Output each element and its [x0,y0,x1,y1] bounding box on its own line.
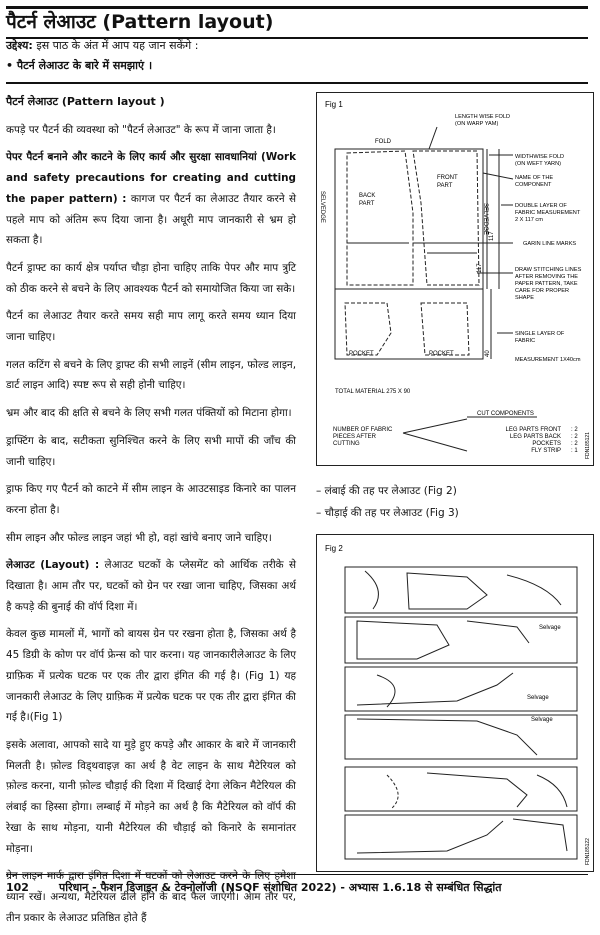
total-material: TOTAL MATERIAL 275 X 90 [335,389,411,395]
layout-types-list [316,480,586,524]
draw-lines-label: AFTER REMOVING THE [515,274,578,280]
draw-lines-label: DRAW STITCHING LINES [515,267,582,273]
safety-heading: पेपर पैटर्न बनाने और काटने के लिए कार्य और सुरक्षा सावधानियां (Work and safety precautions for creating and cutting the paper pattern) : [6,151,296,205]
footer-text: परिधान - फैशन डिजाइन & टेक्नोलॉजी (NSQF संशोधित 2022) - अभ्यास 1.6.18 से सम्बंधित सिद्धांत [58,881,502,894]
pattern-piece [427,773,527,807]
page-number: 102 [6,881,29,894]
pattern-piece [537,775,567,807]
objective-label: उद्देश्य: [6,39,33,52]
leader-line [403,433,467,451]
dim-40: 40 [485,350,491,357]
page-title: पैटर्न लेआउट (Pattern layout) [6,11,274,33]
front-part-label: PART [437,183,453,189]
page-footer [6,880,588,895]
pieces-label: PIECES AFTER [333,434,377,440]
safety-text: कागज पर पैटर्न का लेआउट तैयार करने से पहले माप को अंतिम रूप दिया जाना है। अधूरी माप जानकारी से भ्रम हो सकता है। [6,192,296,247]
fabric-strip [345,567,577,613]
width-fold-label: (ON WEFT YARN) [515,161,561,167]
fabric-double-layer [335,149,483,289]
paragraph-safety [6,147,296,251]
front-part-shape [413,151,479,285]
fig1-code: FDN185121 [585,432,591,459]
paragraph: ड्राफ्टिंग के बाद, सटीकता सुनिश्चित करने के लिए सभी मापों की जाँच की जानी चाहिए। [6,434,296,468]
garin-label: GARIN LINE MARKS [523,241,577,247]
paragraph: ड्राफ किए गए पैटर्न को काटने में सीम लाइन के आउटसाइड किनारे का पालन करना होता है। [6,483,296,516]
fig2-label: Fig 2 [325,544,343,553]
cut-row-qty-value: 2 [574,434,578,440]
selvage-label: Selvage [527,695,549,701]
objective-item-text: पैटर्न लेआउट के बारे में समझाएं । [16,59,153,72]
pocket-shape [421,303,469,355]
pocket-shape [345,303,391,355]
dim-117: 117 [477,263,483,273]
pocket-label: POCKET [429,351,454,357]
paragraph: कपड़े पर पैटर्न की व्यवस्था को "पैटर्न लेआउट" के रूप में जाना जाता है। [6,123,276,136]
layout-text: लेआउट घटकों के प्लेसमेंट को आर्थिक तरीके से दिखाता है। आम तौर पर, घटकों को ग्रेन पर रखा जाना चाहिए, जिसका अर्थ है कपड़े की बुनाई की वॉर्प दिशा में। [6,559,296,613]
single-layer-label: FABRIC [515,338,536,344]
double-layer-label: DOUBLE LAYER OF [515,203,567,209]
leader-line [403,419,467,433]
layout-heading: लेआउट (Layout) : [6,559,100,572]
component-name-label: COMPONENT [515,182,552,188]
back-part-label: PART [359,201,375,207]
figure-1 [316,92,594,466]
dim-117: 117 [489,231,495,241]
paragraph: गलत कटिंग से बचने के लिए ड्राफ्ट की सभी लाइनें (सीम लाइन, फोल्ड लाइन, डार्ट लाइन आदि) स्पष्ट रूप से सही होनी चाहिए। [6,358,296,392]
objective-item: • पैटर्न लेआउट के बारे में समझाएं । [6,59,153,72]
cut-row-name: LEG PARTS BACK [509,434,561,440]
pieces-label: NUMBER OF FABRIC [333,427,393,433]
cut-row-name: FLY STRIP [531,448,561,454]
paragraph: पैटर्न का लेआउट तैयार करते समय सही माप लागू करते समय ध्यान दिया जाना चाहिए। [6,310,296,344]
cut-row-qty: : 2 [571,441,578,447]
cut-row-qty-value: 2 [574,427,578,433]
pattern-piece [357,621,449,659]
double-layer-label: FABRIC MEASUREMENT [515,210,581,216]
double-layer-label: 2 X 117 cm [515,217,543,223]
paragraph: सीम लाइन और फोल्ड लाइन जहां भी हो, वहां खांचे बनाए जाने चाहिए। [6,531,272,544]
selvedge-left: SELVEDGE [319,191,325,223]
pattern-piece [357,719,537,755]
paragraph: पैटर्न ड्राफ्ट का कार्य क्षेत्र पर्याप्त चौड़ा होना चाहिए ताकि पेपर और माप त्रुटि को ठीक करने से बचने के लिए आवश्यक पैटर्न को समायोजित किया जा सके। [6,261,296,295]
section-heading: पैटर्न लेआउट (Pattern layout ) [6,95,165,108]
back-part-label: BACK [359,193,376,199]
cut-row-qty-value: 1 [574,448,578,454]
single-layer-label: SINGLE LAYER OF [515,331,565,337]
paragraph: केवल कुछ मामलों में, भागों को बायस ग्रेन पर रखना होता है, जिसका अर्थ है 45 डिग्री के कोण पर वॉर्प फ्रेन्स को पार करना। यह जानकारीलेआउट के लिए ग्राफ़िक में प्रत्येक घटक पर एक तीर द्वारा इंगित की गई है। (Fig 1) यह जानकारी लेआउट के लिए ग्राफ़िक में प्रत्येक घटक पर एक तीर द्वारा इंगित की गई है।(Fig 1) [6,628,296,724]
pattern-piece [513,819,567,851]
pieces-label: CUTTING [333,441,360,447]
fabric-strip [345,767,577,811]
bullet-item: – लंबाई की तह पर लेआउट (Fig 2) [316,480,586,502]
pattern-piece [357,673,513,705]
objective-block [6,36,588,76]
selvage-label: Selvage [539,625,561,631]
selvedge-right: SELVEDGE [482,203,488,235]
pattern-piece [357,821,503,853]
component-name-label: NAME OF THE [515,175,554,181]
selvage-label: Selvage [531,717,553,723]
fabric-single-layer [335,289,483,359]
cut-row-qty: : 2 [571,434,578,440]
width-fold-label: WIDTHWISE FOLD [515,154,565,160]
body-text [6,92,296,935]
fabric-strip [345,617,577,663]
pattern-piece [377,675,395,707]
fig2-code: FDN185122 [585,838,591,865]
leader-line [429,127,437,149]
draw-lines-label: CARE FOR PROPER [515,288,570,294]
cut-row-qty-value: 2 [574,441,578,447]
pocket-label: POCKET [349,351,374,357]
paragraph: इसके अलावा, आपको सादे या मुड़े हुए कपड़े और आकार के बारे में जानकारी मिलती है। फ़ोल्ड विड्थवाइज़ का अर्थ है वेट लाइन के साथ मैटेरियल को फ़ोल्ड करना, यानी फ़ोल्ड चौड़ाई की दिशा में दिखाई देगा लेकिन मैटेरियल की लंबाई का हिस्सा होगा। लम्बाई में मोड़ने का अर्थ है कि मैटेरियल को वॉर्प की रेखा के साथ मोड़ना, यानी मैटेरियल की चौड़ाई को किनारे के समानांतर मोड़ना। [6,738,296,855]
paragraph: ग्रेन लाइन मार्क द्वारा इंगित दिशा में घटकों को लेआउट करने के लिए हमेशा ध्यान रखें। अन्यथा, मैटेरियल ढीले होने के बाद फैल जाएगी। आम तौर पर, तीन प्रकार के लेआउट प्रतिष्ठित होते हैं [6,870,296,924]
length-fold-label: (ON WARP YAM) [455,121,499,127]
draw-lines-label: SHAPE [515,295,534,301]
length-fold-label: LENGTH WISE FOLD [455,114,511,120]
front-part-label: FRONT [437,175,458,181]
back-part-shape [347,151,413,285]
fold-label: FOLD [375,139,392,145]
measurement-label: MEASUREMENT 1X40cm [515,357,581,363]
pattern-piece [507,575,561,605]
figure-2 [316,534,594,872]
footer-divider [6,874,588,875]
bullet-item: – चौड़ाई की तह पर लेआउट (Fig 3) [316,502,586,524]
cut-components-title: CUT COMPONENTS [477,411,534,417]
fig1-label: Fig 1 [325,100,343,109]
pattern-piece [365,571,378,609]
cut-row-qty: : 1 [571,448,578,454]
pattern-piece [407,573,487,609]
divider [6,82,588,84]
paragraph: भ्रम और बाद की क्षति से बचने के लिए सभी गलत पंक्तियों को मिटाना होगा। [6,407,292,420]
pattern-piece [387,775,398,809]
cut-row-name: POCKETS [532,441,561,447]
cut-row-name: LEG PARTS FRONT [505,427,561,433]
paragraph-layout [6,555,296,617]
objective-text: इस पाठ के अंत में आप यह जान सकेंगे : [36,39,199,52]
cut-row-qty: : 2 [571,427,578,433]
draw-lines-label: PAPER PATTERN, TAKE [515,281,578,287]
pattern-piece [467,621,529,643]
page-header [6,6,588,39]
